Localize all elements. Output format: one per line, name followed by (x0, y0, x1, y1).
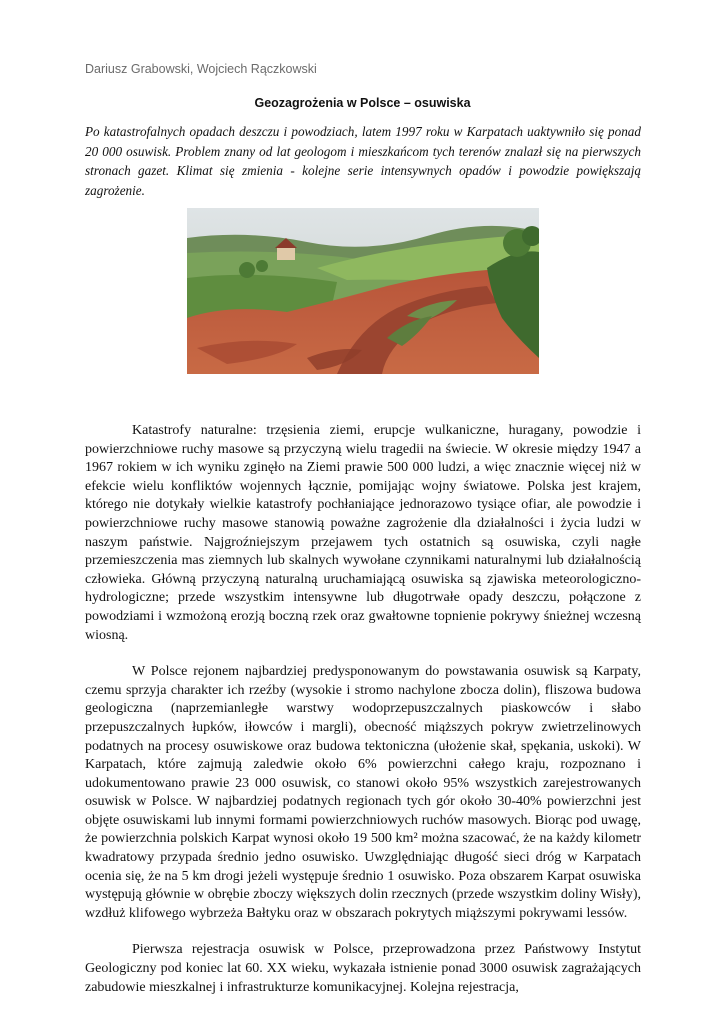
article-title: Geozagrożenia w Polsce – osuwiska (254, 96, 471, 110)
landslide-photo-drawing (187, 208, 539, 374)
landslide-photo (187, 208, 539, 374)
article-body (85, 422, 641, 1015)
body-paragraph-3: Pierwsza rejestracja osuwisk w Polsce, przeprowadzona przez Państwowy Instytut Geologiczny pod koniec lat 60. XX wieku, wykazała istnienie ponad 3000 osuwisk zagrażających zabudowie mieszkalnej i infrastrukturze komunikacyjnej. Kolejna rejestracja, (85, 942, 641, 995)
body-paragraph-2: W Polsce rejonem najbardziej predysponowanym do powstawania osuwisk są Karpaty, czemu sprzyja charakter ich rzeźby (wysokie i stromo nachylone zbocza dolin), fliszowa budowa geologiczna (naprzemianległe warstwy wodoprzepuszczalnych piaskowców i słabo przepuszczalnych łupków, iłowców i margli), obecność miąższych pokryw zwietrzelinowych podatnych na procesy osuwiskowe oraz budowa tektoniczna (ułożenie skał, spękania, uskoki). W Karpatach, które zajmują zaledwie około 6% powierzchni całego kraju, rozpoznano i udokumentowano prawie 23 000 osuwisk, co stanowi około 95% wszystkich zarejestrowanych osuwisk w Polsce. W najbardziej podatnych regionach tych gór około 30-40% powierzchni jest objęte osuwiskami lub innymi formami powierzchniowych ruchów masowych. Biorąc pod uwagę, że powierzchnia polskich Karpat wynosi około 19 500 km² można szacować, że na każdy kilometr kwadratowy przypada średnio jedno osuwisko. Uwzględniając długość sieci dróg w Karpatach ocenia się, że na 5 km drogi jeżeli występuje średnio 1 osuwisko. Poza obszarem Karpat osuwiska występują głównie w obrębie zboczy większych dolin rzecznych (przede wszystkim doliny Wisły), wzdłuż klifowego wybrzeża Bałtyku oraz w obszarach pokrytych miąższymi pokrywami lessów. (85, 664, 641, 921)
lead-paragraph: Po katastrofalnych opadach deszczu i powodziach, latem 1997 roku w Karpatach uaktywniło się ponad 20 000 osuwisk. Problem znany od lat geologom i mieszkańcom tych terenów znalazł się na pierwszych stronach gazet. Klimat się zmienia - kolejne serie intensywnych opadów i powodzie powiększają zagrożenie. (85, 124, 641, 198)
body-paragraph-1: Katastrofy naturalne: trzęsienia ziemi, erupcje wulkaniczne, huragany, powodzie i powierzchniowe ruchy masowe są przyczyną wielu tragedii na świecie. W okresie między 1947 a 1967 rokiem w ich wyniku zginęło na Ziemi prawie 500 000 ludzi, a więc znacznie więcej niż w efekcie wielu konfliktów wojennych łącznie, pomijając wojny światowe. Polska jest krajem, którego nie dotykały wielkie katastrofy pochłaniające jednorazowo tysiące ofiar, ale powodzie i powierzchniowe ruchy masowe stanowią poważne zagrożenie dla działalności i życia ludzi w naszym państwie. Najgroźniejszym przejawem tych ostatnich są osuwiska, czyli nagłe przemieszczenia mas ziemnych lub skalnych wywołane czynnikami naturalnymi lub działalnością człowieka. Główną przyczyną naturalną uruchamiającą osuwiska są zjawiska meteorologiczno-hydrologiczne; przede wszystkim intensywne lub długotrwałe opady deszczu, połączone z powodziami i wzmożoną erozją boczną rzek oraz gwałtowne topnienie pokrywy śnieżnej wczesną wiosną. (85, 423, 641, 643)
author-line: Dariusz Grabowski, Wojciech Rączkowski (85, 62, 317, 76)
